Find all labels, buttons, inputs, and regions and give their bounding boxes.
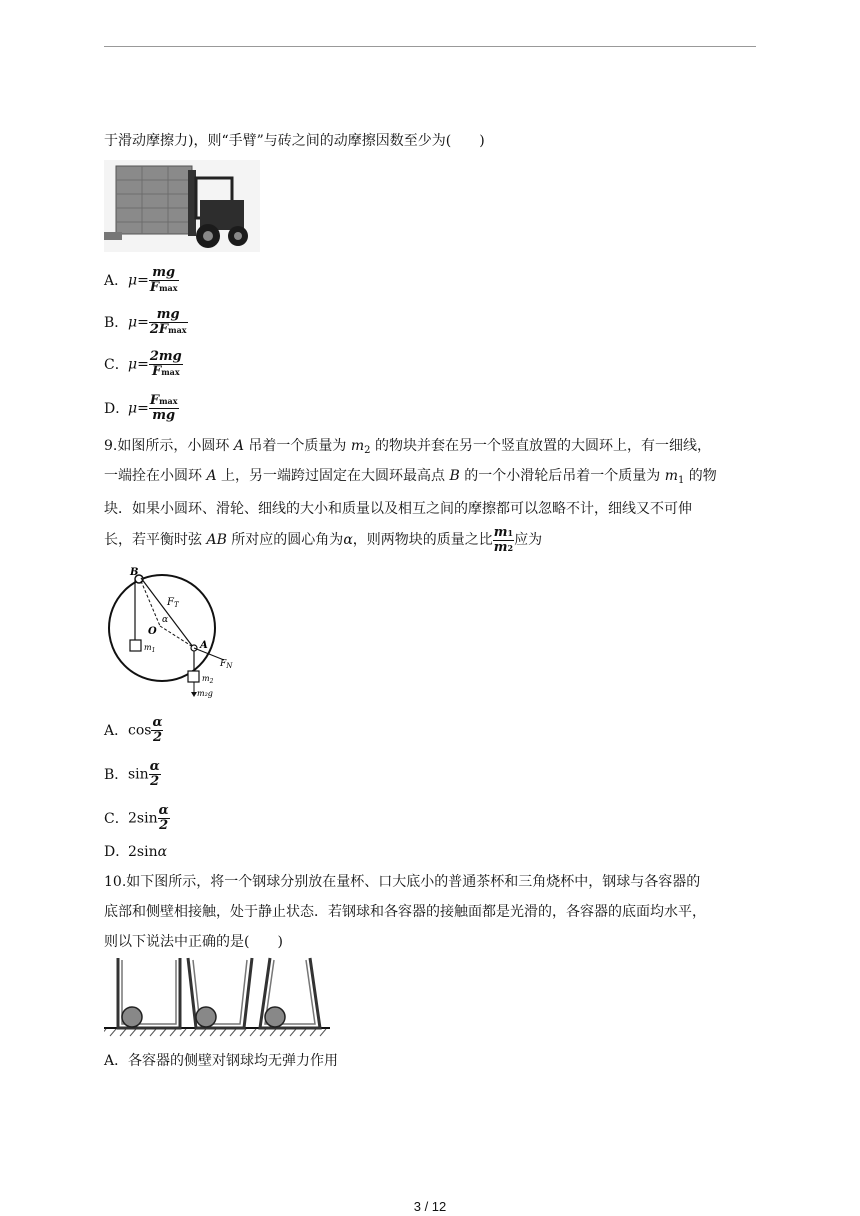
label-m1: $m_1$ bbox=[144, 643, 156, 654]
fraction: $\frac{2mg}{Fmax}$ bbox=[149, 349, 182, 379]
option-label: A． bbox=[104, 272, 129, 289]
label-ft: $F_T$ bbox=[167, 597, 179, 609]
label-a: A bbox=[200, 640, 208, 651]
option-label: D． bbox=[104, 400, 130, 417]
q10-line-3: 则以下说法中正确的是( ) bbox=[104, 934, 283, 950]
q10-line-2: 底部和侧壁相接触，处于静止状态．若钢球和各容器的接触面都是光滑的，各容器的底面均水平， bbox=[104, 904, 706, 920]
option-label: B． bbox=[104, 766, 129, 783]
q8-continued-text: 于滑动摩擦力)，则“手臂”与砖之间的动摩擦因数至少为( ) bbox=[104, 133, 485, 149]
q10-line-1: 10.如下图所示，将一个钢球分别放在量杯、口大底小的普通茶杯和三角烧杯中，钢球与各容器的 bbox=[104, 874, 701, 890]
fraction: $\frac{Fmax}{mg}$ bbox=[149, 393, 178, 423]
fraction: $\frac{\alpha}{2}$ bbox=[149, 759, 160, 789]
q9-option-a[interactable]: A．cos $\frac{\alpha}{2}$ bbox=[104, 715, 163, 745]
label-b: B bbox=[130, 567, 139, 578]
header-rule bbox=[104, 46, 756, 47]
forklift-image bbox=[104, 160, 260, 252]
q9-line-1: 9.如图所示，小圆环 A 吊着一个质量为 $m_2$ 的物块并套在另一个竖直放置的大圆环上，有一细线， bbox=[104, 438, 711, 456]
q9-option-d[interactable]: D．2sinα bbox=[104, 844, 168, 860]
fraction: $\frac{mg}{2Fmax}$ bbox=[149, 307, 187, 337]
q8-option-d[interactable]: D．μ= $\frac{Fmax}{mg}$ bbox=[104, 393, 178, 423]
fraction: $\frac{mg}{Fmax}$ bbox=[149, 265, 178, 295]
fraction: $\frac{\alpha}{2}$ bbox=[158, 803, 169, 833]
q9-option-c[interactable]: C．2sin $\frac{\alpha}{2}$ bbox=[104, 803, 169, 833]
option-label: A． bbox=[104, 722, 129, 739]
page-number: 3 / 12 bbox=[413, 1199, 447, 1214]
q9-line-3: 块．如果小圆环、滑轮、细线的大小和质量以及相互之间的摩擦都可以忽略不计，细线又不可伸 bbox=[104, 501, 692, 517]
option-label: A． bbox=[104, 1053, 129, 1069]
option-label: C． bbox=[104, 810, 129, 827]
label-fn: $F_N$ bbox=[220, 659, 233, 670]
mass-ratio-fraction: $\frac{m1}{m2}$ bbox=[493, 524, 514, 555]
option-label: B． bbox=[104, 314, 129, 331]
q9-line-2: 一端拴在小圆环 A 上，另一端跨过固定在大圆环最高点 B 的一个小滑轮后吊着一个质量为 $m_1$ 的物 bbox=[104, 468, 717, 486]
label-m2: $m_2$ bbox=[202, 674, 214, 685]
q8-option-b[interactable]: B．μ= $\frac{mg}{2Fmax}$ bbox=[104, 307, 187, 337]
ring-pulley-diagram bbox=[104, 564, 238, 700]
label-o: O bbox=[148, 626, 157, 637]
option-label: C． bbox=[104, 356, 129, 373]
label-alpha: α bbox=[162, 615, 169, 625]
containers-diagram bbox=[104, 956, 330, 1038]
q9-option-b[interactable]: B．sin $\frac{\alpha}{2}$ bbox=[104, 759, 160, 789]
option-label: D． bbox=[104, 844, 130, 860]
label-m2g: m₂g bbox=[197, 689, 213, 698]
fraction: $\frac{\alpha}{2}$ bbox=[152, 715, 163, 745]
q8-option-a[interactable]: A．μ= $\frac{mg}{Fmax}$ bbox=[104, 265, 178, 295]
q8-option-c[interactable]: C．μ= $\frac{2mg}{Fmax}$ bbox=[104, 349, 182, 379]
q9-line-4: 长，若平衡时弦 AB 所对应的圆心角为α，则两物块的质量之比 $\frac{m1}{m2}$ 应为 bbox=[104, 524, 543, 555]
q10-option-a[interactable]: A．各容器的侧壁对钢球均无弹力作用 bbox=[104, 1053, 338, 1069]
